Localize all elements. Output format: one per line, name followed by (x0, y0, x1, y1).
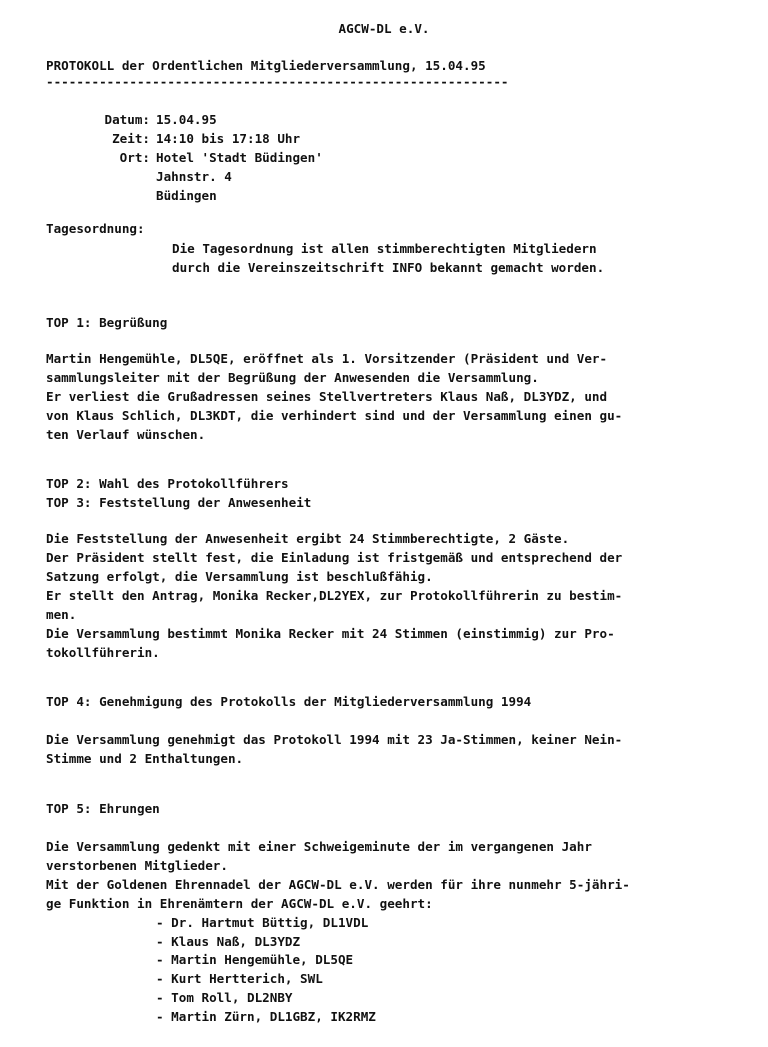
zeit-value: 14:10 bis 17:18 Uhr (156, 131, 301, 146)
top3-line: tokollführerin. (46, 645, 160, 660)
top3-line: Die Feststellung der Anwesenheit ergibt 24 Stimmberechtigte, 2 Gäste. (46, 531, 570, 546)
top5-line: Die Versammlung gedenkt mit einer Schweigeminute der im vergangenen Jahr (46, 839, 592, 854)
top1-line: Er verliest die Grußadressen seines Stellvertreters Klaus Naß, DL3YDZ, und (46, 389, 608, 404)
datum-value: 15.04.95 (156, 112, 217, 127)
honoree-item: - Dr. Hartmut Büttig, DL1VDL (156, 915, 369, 930)
top2-heading: TOP 2: Wahl des Protokollführers (46, 476, 289, 491)
title-underline: ------------------------------------------------------------- (46, 74, 509, 89)
top3-line: men. (46, 607, 77, 622)
zeit-label: Zeit: (112, 131, 150, 146)
honoree-item: - Kurt Hertterich, SWL (156, 971, 323, 987)
ort-line-1: Hotel 'Stadt Büdingen' (156, 150, 323, 165)
honorees-list (156, 914, 376, 1026)
agenda-label: Tagesordnung: (46, 221, 145, 236)
honoree-item: - Martin Zürn, DL1GBZ, IK2RMZ (156, 1008, 376, 1024)
top3-heading: TOP 3: Feststellung der Anwesenheit (46, 495, 312, 510)
top4-line: Stimme und 2 Enthaltungen. (46, 751, 244, 766)
top4-line: Die Versammlung genehmigt das Protokoll 1994 mit 23 Ja-Stimmen, keiner Nein- (46, 732, 623, 747)
top1-line: ten Verlauf wünschen. (46, 427, 206, 442)
top5-line: verstorbenen Mitglieder. (46, 858, 228, 873)
top3-line: Er stellt den Antrag, Monika Recker,DL2YEX, zur Protokollführerin zu bestim- (46, 588, 623, 603)
org-name: AGCW-DL e.V. (338, 21, 430, 36)
top5-line: ge Funktion in Ehrenämtern der AGCW-DL e.V. geehrt: (46, 896, 433, 911)
ort-line-2: Jahnstr. 4 (156, 169, 232, 184)
top1-line: von Klaus Schlich, DL3KDT, die verhindert sind und der Versammlung einen gu- (46, 408, 623, 423)
top5-line: Mit der Goldenen Ehrennadel der AGCW-DL e.V. werden für ihre nunmehr 5-jähri- (46, 877, 630, 892)
top3-line: Der Präsident stellt fest, die Einladung ist fristgemäß und entsprechend der (46, 550, 623, 565)
ort-line-3: Büdingen (156, 188, 217, 203)
honoree-item: - Klaus Naß, DL3YDZ (156, 933, 301, 949)
top5-heading: TOP 5: Ehrungen (46, 801, 160, 816)
datum-label: Datum: (104, 112, 150, 127)
honoree-item: - Martin Hengemühle, DL5QE (156, 952, 354, 968)
document-title: PROTOKOLL der Ordentlichen Mitgliederversammlung, 15.04.95 (46, 58, 486, 73)
top1-line: sammlungsleiter mit der Begrüßung der Anwesenden die Versammlung. (46, 370, 539, 385)
ort-label: Ort: (119, 150, 150, 165)
top1-line: Martin Hengemühle, DL5QE, eröffnet als 1. Vorsitzender (Präsident und Ver- (46, 351, 608, 366)
agenda-line-1: Die Tagesordnung ist allen stimmberechtigten Mitgliedern (172, 241, 597, 256)
top1-heading: TOP 1: Begrüßung (46, 315, 168, 330)
agenda-line-2: durch die Vereinszeitschrift INFO bekannt gemacht worden. (172, 260, 605, 275)
top3-line: Satzung erfolgt, die Versammlung ist beschlußfähig. (46, 569, 433, 584)
top4-heading: TOP 4: Genehmigung des Protokolls der Mitgliederversammlung 1994 (46, 694, 532, 709)
top3-line: Die Versammlung bestimmt Monika Recker mit 24 Stimmen (einstimmig) zur Pro- (46, 626, 615, 641)
honoree-item: - Tom Roll, DL2NBY (156, 989, 293, 1005)
